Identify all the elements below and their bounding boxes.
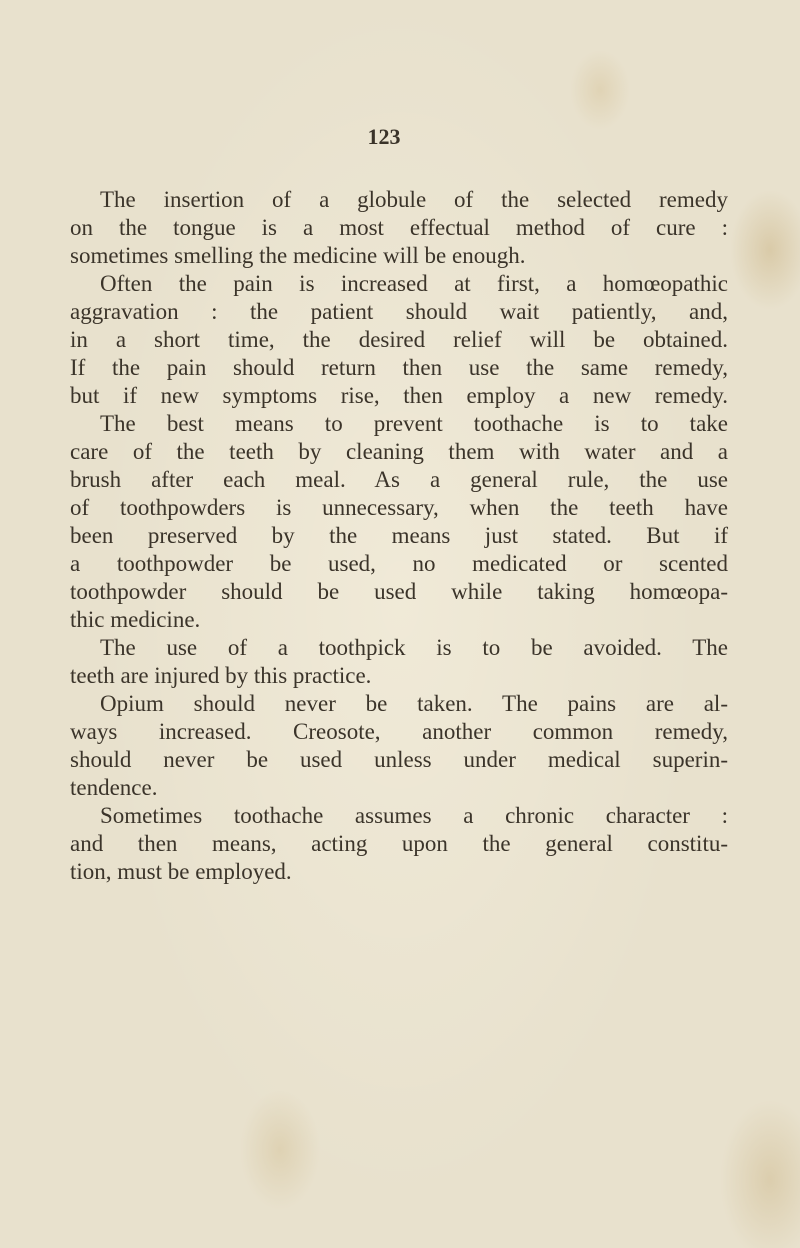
text-line: teeth are injured by this practice.: [70, 663, 372, 688]
text-line: aggravation : the patient should wait patiently, and,: [70, 299, 728, 324]
text-line: of toothpowders is unnecessary, when the teeth have: [70, 495, 728, 520]
text-line: care of the teeth by cleaning them with water and a: [70, 439, 728, 464]
paragraph: [70, 634, 728, 690]
page-number: 123: [367, 124, 401, 149]
text-line: Sometimes toothache assumes a chronic character :: [100, 803, 728, 828]
text-line: brush after each meal. As a general rule, the use: [70, 467, 728, 492]
paragraph: [70, 186, 728, 270]
text-line: and then means, acting upon the general constitu-: [70, 831, 728, 856]
text-line: on the tongue is a most effectual method of cure :: [70, 215, 728, 240]
text-line: been preserved by the means just stated. But if: [70, 523, 728, 548]
text-line: toothpowder should be used while taking homœopa-: [70, 579, 728, 604]
text-line: should never be used unless under medical superin-: [70, 747, 728, 772]
text-line: Opium should never be taken. The pains are al-: [100, 691, 728, 716]
paragraph: [70, 270, 728, 410]
text-line: The use of a toothpick is to be avoided. The: [100, 635, 728, 660]
paragraph: [70, 802, 728, 886]
text-line: ways increased. Creosote, another common remedy,: [70, 719, 728, 744]
text-line: sometimes smelling the medicine will be enough.: [70, 243, 526, 268]
page-body: [70, 186, 728, 886]
paragraph: [70, 690, 728, 802]
text-line: If the pain should return then use the same remedy,: [70, 355, 728, 380]
text-line: tion, must be employed.: [70, 859, 292, 884]
text-line: a toothpowder be used, no medicated or scented: [70, 551, 728, 576]
text-line: tendence.: [70, 775, 158, 800]
text-line: The insertion of a globule of the selected remedy: [100, 187, 728, 212]
text-line: in a short time, the desired relief will be obtained.: [70, 327, 728, 352]
text-line: Often the pain is increased at first, a homœopathic: [100, 271, 728, 296]
text-line: The best means to prevent toothache is to take: [100, 411, 728, 436]
paragraph: [70, 410, 728, 634]
text-line: thic medicine.: [70, 607, 201, 632]
text-line: but if new symptoms rise, then employ a new remedy.: [70, 383, 728, 408]
